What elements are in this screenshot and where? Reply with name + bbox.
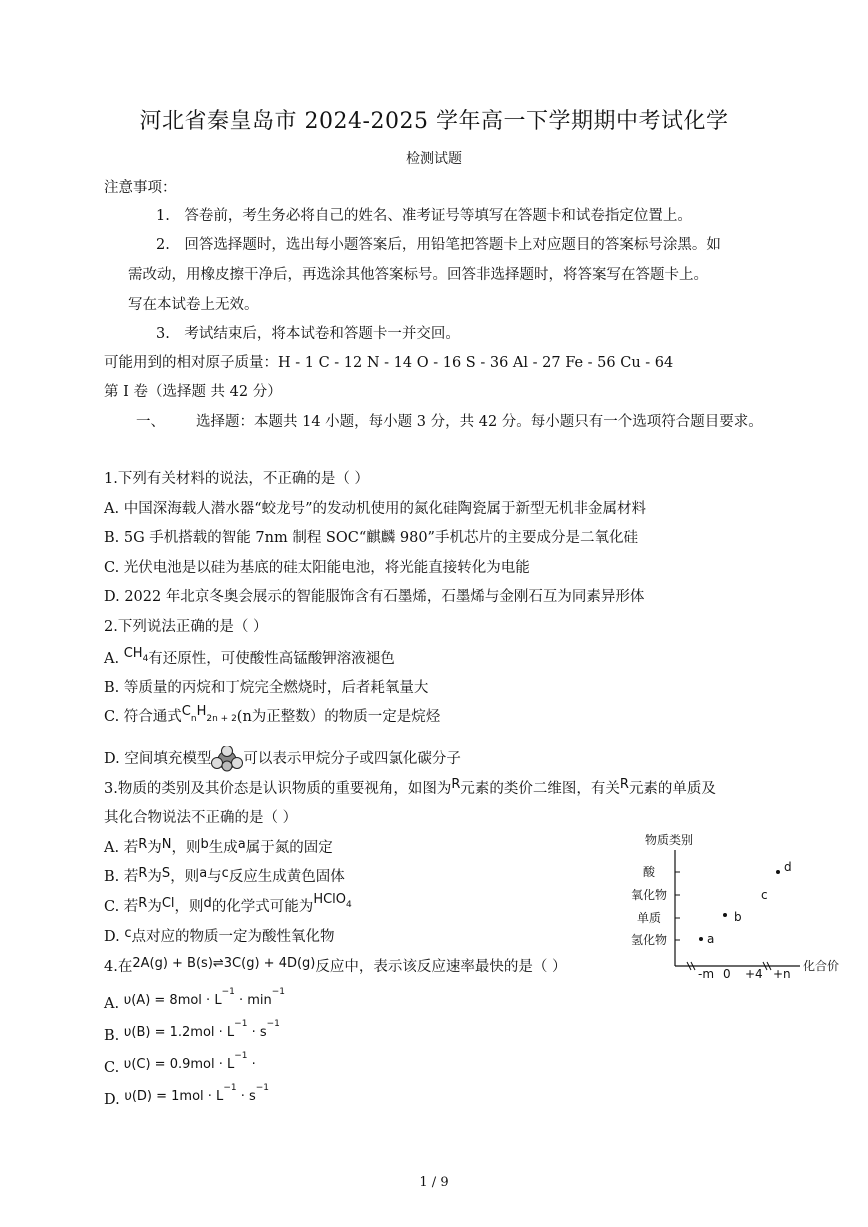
x-axis-title: 化合价 <box>803 959 840 973</box>
y-label-acid: 酸 <box>643 865 656 879</box>
q4-option-d: D. $\upsilon(D) = 1mol \cdot L^{-1} \cdot s^{-1}$ <box>104 1083 270 1108</box>
atomic-masses: 可能用到的相对原子质量：H - 1 C - 12 N - 14 O - 16 S - 36 Al - 27 Fe - 56 Cu - 64 <box>104 355 674 371</box>
q2-option-b: B. 等质量的丙烷和丁烷完全燃烧时，后者耗氧量大 <box>104 680 429 696</box>
notice-item-1: 1. 答卷前，考生务必将自己的姓名、准考证号等填写在答题卡和试卷指定位置上。 <box>156 208 692 224</box>
x-tick-plus-n: +n <box>773 967 791 981</box>
y-label-oxide: 氧化物 <box>631 888 668 902</box>
q3-option-d: D. c点对应的物质一定为酸性氧化物 <box>104 926 335 945</box>
page-number: 1 / 9 <box>419 1175 449 1190</box>
q3-option-b: B. 若R为S，则a与c反应生成黄色固体 <box>104 866 345 885</box>
q4-option-a: A. $\upsilon(A) = 8mol \cdot L^{-1} \cdot \min^{-1}$ <box>104 987 286 1012</box>
point-b <box>723 913 727 917</box>
notice-item-2-end: 写在本试卷上无效。 <box>128 297 259 313</box>
q1-stem: 1.下列有关材料的说法，不正确的是（ ） <box>104 471 369 487</box>
q2-option-c: C. 符合通式CnH2n + 2(n为正整数）的物质一定是烷烃 <box>104 704 441 725</box>
point-d-label: d <box>784 860 792 874</box>
notice-item-2-cont: 需改动，用橡皮擦干净后，再选涂其他答案标号。回答非选择题时，将答案写在答题卡上。 <box>128 267 708 283</box>
point-c-label: c <box>761 888 768 902</box>
q2-option-a: A. $CH_4$有还原性，可使酸性高锰酸钾溶液褪色 <box>104 646 395 667</box>
q4-option-c: C. $\upsilon(C) = 0.9mol \cdot L^{-1}$ · <box>104 1051 256 1076</box>
notice-item-2: 2. 回答选择题时，选出每小题答案后，用铅笔把答题卡上对应题目的答案标号涂黑。如 <box>156 237 721 253</box>
notice-item-3: 3. 考试结束后，将本试卷和答题卡一并交回。 <box>156 326 460 342</box>
part-number: 一、 <box>136 414 165 430</box>
q4-option-b: B. $\upsilon(B) = 1.2mol \cdot L^{-1} \cdot s^{-1}$ <box>104 1019 280 1044</box>
page-title: 河北省秦皇岛市 2024-2025 学年高一下学期期中考试化学 <box>139 109 729 134</box>
valence-category-diagram <box>625 826 855 986</box>
y-axis-title: 物质类别 <box>645 833 694 847</box>
x-tick-zero: 0 <box>723 967 731 981</box>
q2-option-d: D. 空间填充模型 可以表示甲烷分子或四氯化碳分子 <box>104 746 461 772</box>
y-label-element: 单质 <box>637 911 662 925</box>
notice-heading: 注意事项： <box>104 180 177 196</box>
q1-option-b: B. 5G 手机搭载的智能 7nm 制程 SOC“麒麟 980”手机芯片的主要成分是二氧化硅 <box>104 530 638 546</box>
point-a-label: a <box>707 932 715 946</box>
page-subtitle: 检测试题 <box>406 151 462 167</box>
space-filling-model-icon <box>211 746 243 772</box>
q1-option-d: D. 2022 年北京冬奥会展示的智能服饰含有石墨烯，石墨烯与金刚石互为同素异形体 <box>104 589 645 605</box>
q3-option-c: C. 若R为Cl，则d的化学式可能为HClO$^4$ <box>104 892 352 915</box>
part-instructions: 选择题：本题共 14 小题，每小题 3 分，共 42 分。每小题只有一个选项符合题目要求。 <box>196 414 763 430</box>
point-a <box>699 937 703 941</box>
y-label-hydride: 氢化物 <box>631 933 668 947</box>
q1-option-c: C. 光伏电池是以硅为基底的硅太阳能电池，将光能直接转化为电能 <box>104 560 530 576</box>
q3-stem-line1: 3.物质的类别及其价态是认识物质的重要视角，如图为R元素的类价二维图，有关R元素的单质及 <box>104 777 716 797</box>
q4-stem: 4.在2A(g) + B(s)⇌3C(g) + 4D(g)反应中，表示该反应速率最快的是（ ） <box>104 956 567 975</box>
point-d <box>776 870 780 874</box>
q1-option-a: A. 中国深海载人潜水器“蛟龙号”的发动机使用的氮化硅陶瓷属于新型无机非金属材料 <box>104 501 647 517</box>
q3-stem-line2: 其化合物说法不正确的是（ ） <box>104 810 298 826</box>
section-title: 第 I 卷（选择题 共 42 分） <box>104 384 282 400</box>
q3-option-a: A. 若R为N，则b生成a属于氮的固定 <box>104 837 333 856</box>
x-tick-neg-m: -m <box>698 967 715 981</box>
x-tick-plus4: +4 <box>745 967 763 981</box>
point-b-label: b <box>734 910 742 924</box>
q2-stem: 2.下列说法正确的是（ ） <box>104 619 268 635</box>
